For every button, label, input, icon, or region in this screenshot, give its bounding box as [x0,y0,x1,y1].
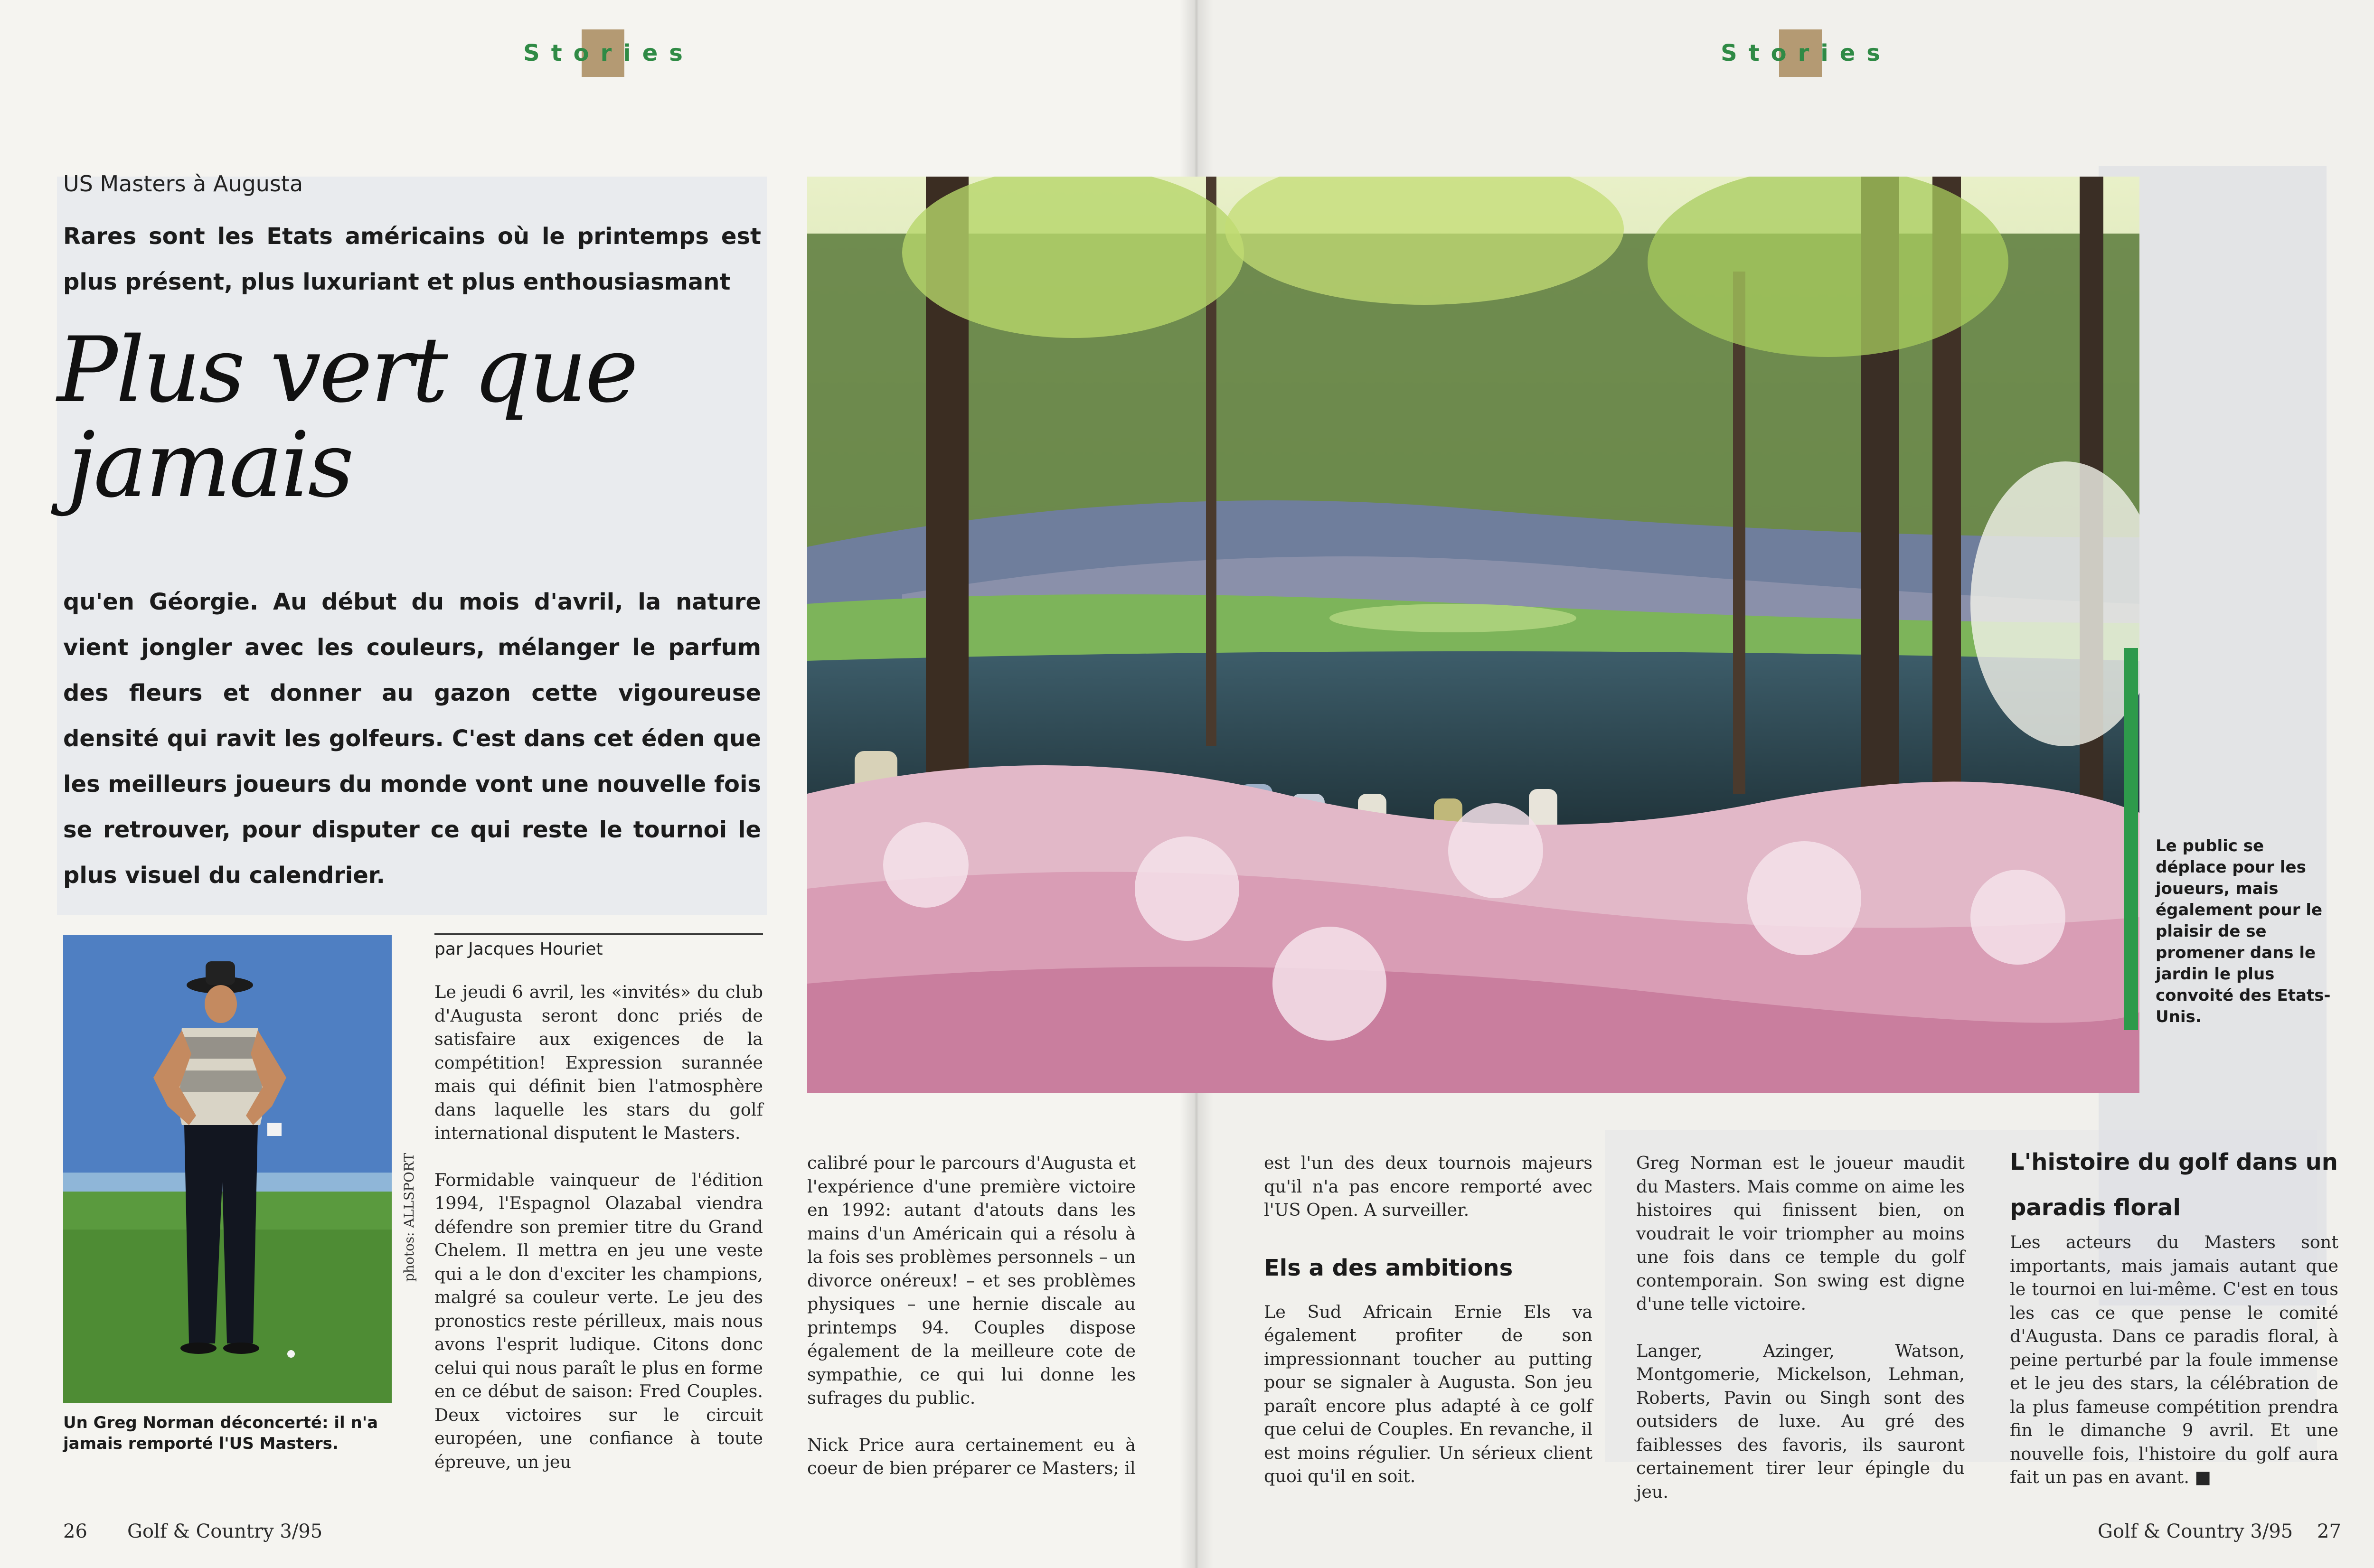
section-label-right: Stories [1701,29,1900,77]
golfer-illustration [63,935,392,1403]
lead-top: Rares sont les Etats américains où le printemps est plus présent, plus luxuriant et plus enthousiasmant [63,223,761,295]
body-column-2 [807,1151,1136,1480]
lead-bottom: qu'en Géorgie. Au début du mois d'avril, la nature vient jongler avec les couleurs, mélanger le parfum des fleurs et donner au gazon cette vigoureuse densité qui ravit les golfeurs. C'est dans cet éden que les meilleurs joueurs du monde vont une nouvelle fois se retrouver, pour disputer ce qui reste le tournoi le plus visuel du calendrier. [63,589,761,889]
body-column-5 [2010,1139,2338,1489]
caption-greg-norman: Un Greg Norman déconcerté: il n'a jamais remporté l'US Masters. [63,1413,378,1453]
paragraph: Langer, Azinger, Watson, Montgomerie, Mickelson, Lehman, Roberts, Pavin ou Singh sont des outsiders de luxe. Au gré des faiblesses des favoris, ils sauront certainement tirer leur épingle du jeu. [1636,1340,1965,1502]
paragraph: Le Sud Africain Ernie Els va également profiter de son impressionnant toucher au putting pour se signaler à Augusta. Son jeu paraît encore plus adapté à ce golf que celui de Couples. En revanche, il est moins régulier. Un sérieux client quoi qu'il en soit. [1264,1301,1592,1486]
body-column-1 [434,980,763,1474]
greg-norman-photo [63,935,392,1403]
page-number-left: 26 [63,1521,87,1542]
caption-accent-bar [2124,648,2138,1030]
paragraph: Le jeudi 6 avril, les «invités» du club d'Augusta seront donc priés de satisfaire aux exigences de la compétition! Expression surannée mais qui définit bien l'atmosphère dans laquelle les stars du golf international disputent le Masters. [434,982,763,1143]
paragraph: Les acteurs du Masters sont importants, mais jamais autant que le tournoi en lui-même. C'est en tous les cas ce que pense le comité d'Augusta. Dans ce paradis floral, à peine perturbé par la foule immense et le jeu des stars, la célébration de la plus fameuse compétition prendra fin le dimanche 9 avril. Et une nouvelle fois, l'histoire du golf aura fait un pas en avant. ■ [2010,1232,2338,1487]
photo-credit: photos: ALLSPORT [401,1153,417,1282]
byline: par Jacques Houriet [434,933,763,959]
article-kicker: US Masters à Augusta [63,171,303,197]
magazine-title-right: Golf & Country 3/95 [2098,1521,2293,1542]
augusta-garden-photo [807,177,2139,1093]
paragraph: Nick Price aura certainement eu à coeur de bien préparer ce Masters; il [807,1434,1136,1478]
headline-line-1: Plus vert que [57,318,637,423]
headline [57,318,637,517]
caption-main-photo: Le public se déplace pour les joueurs, mais également pour le plaisir de se promener dans le jardin le plus convoité des Etats-Unis. [2156,836,2331,1026]
magazine-title-left: Golf & Country 3/95 [127,1521,323,1542]
body-column-3 [1264,1151,1592,1488]
augusta-scene [807,177,2139,1093]
paragraph: calibré pour le parcours d'Augusta et l'expérience d'une première victoire en 1992: autant d'atouts dans les mains d'un Américain qui a résolu à la fois ses problèmes personnels – un divorce onéreux! – et ses problèmes physiques – une hernie discale au printemps 94. Couples dispose également de la meilleure cote de sympathie, ce qui lui donne les sufrages du public. [807,1153,1136,1408]
paragraph: Greg Norman est le joueur maudit du Masters. Mais comme on aime les histoires qui finissent bien, on voudrait le voir triompher au moins une fois dans ce temple du golf contemporain. Son swing est digne d'une telle victoire. [1636,1153,1965,1314]
headline-line-2: jamais [67,413,352,517]
section-label-left: Stories [503,29,703,77]
page-number-right: 27 [2317,1521,2341,1542]
subheading-els: Els a des ambitions [1264,1254,1513,1281]
body-column-4 [1636,1151,1965,1503]
paragraph: Formidable vainqueur de l'édition 1994, l'Espagnol Olazabal viendra défendre son premier titre du Grand Chelem. Il mettra en jeu une veste qui a le don d'exciter les champions, malgré sa couleur verte. Le jeu des pronostics reste périlleux, mais nous avons l'esprit ludique. Citons donc celui qui nous paraît le plus en forme en ce début de saison: Fred Couples. Deux victoires sur le circuit européen, une confiance à toute épreuve, un jeu [434,1169,763,1472]
paragraph: est l'un des deux tournois majeurs qu'il n'a pas encore remporté avec l'US Open. A surveiller. [1264,1153,1592,1220]
subheading-histoire: L'histoire du golf dans un paradis floral [2010,1149,2338,1221]
